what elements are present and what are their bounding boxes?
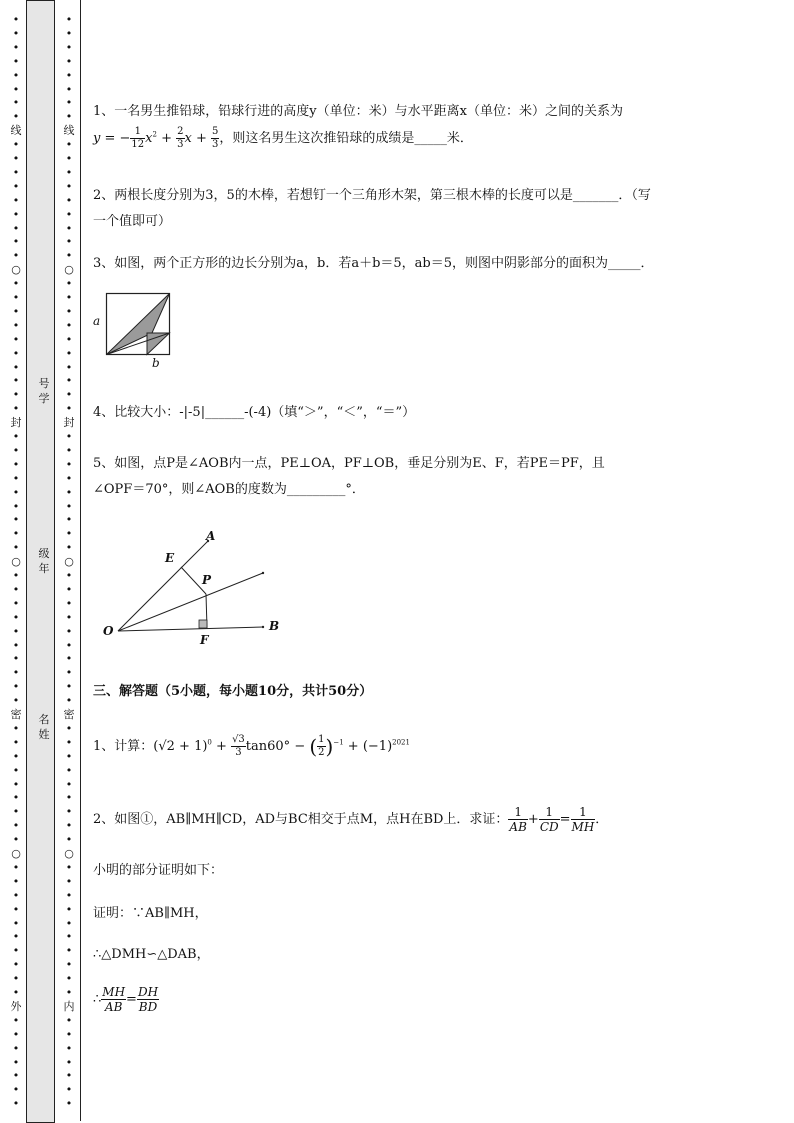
s2-frac-2-den: CD xyxy=(539,820,559,834)
outer-dot-mark: • xyxy=(12,1069,20,1083)
question-1-formula xyxy=(93,126,473,151)
outer-dot-mark: • xyxy=(12,235,20,249)
inner-dot-mark: • xyxy=(65,1041,73,1055)
outer-dot-mark: • xyxy=(12,221,20,235)
outer-dot-mark: • xyxy=(12,54,20,68)
inner-dot-mark: • xyxy=(65,374,73,388)
s2-frac-1-den: AB xyxy=(509,820,527,834)
outer-seal-label: 线 xyxy=(10,124,22,138)
inner-dot-mark: • xyxy=(65,1083,73,1097)
outer-dot-mark: • xyxy=(12,972,20,986)
inner-dot-mark: • xyxy=(65,499,73,513)
inner-dot-mark: • xyxy=(65,513,73,527)
outer-dot-mark: • xyxy=(12,986,20,999)
outer-dot-mark: • xyxy=(12,624,20,638)
outer-dot-mark: • xyxy=(12,291,20,304)
ray-OB xyxy=(118,627,263,631)
inner-dot-mark: • xyxy=(65,763,73,777)
outer-dot-mark: • xyxy=(12,207,20,221)
point-end-dot xyxy=(262,572,264,574)
inner-dot-mark: • xyxy=(65,193,73,207)
inner-dot-mark: • xyxy=(65,610,73,624)
outer-dot-mark: • xyxy=(12,1097,20,1111)
q1-x-term: x + xyxy=(184,131,211,146)
inner-dot-mark: • xyxy=(65,40,73,54)
s2-frac-1 xyxy=(508,805,527,834)
inner-dot-mark: • xyxy=(65,888,73,902)
s2-equals: = xyxy=(559,812,571,827)
outer-dot-mark: • xyxy=(12,513,20,527)
question-2-line-1: 2、两根长度分别为3，5的木棒，若想钉一个三角形木架，第三根木棒的长度可以是_______．（写 xyxy=(93,188,651,203)
outer-circle-mark: ○ xyxy=(11,847,21,860)
inner-dot-mark: • xyxy=(65,360,73,374)
ray-OA xyxy=(118,541,208,631)
proof-frac-1 xyxy=(101,985,126,1014)
outer-dot-mark: • xyxy=(12,652,20,666)
outer-dot-mark: • xyxy=(12,430,20,443)
outer-dot-mark: • xyxy=(12,805,20,819)
inner-dot-mark: • xyxy=(65,68,73,82)
q1-frac-2 xyxy=(176,126,184,151)
proof-frac-1-num: MH xyxy=(102,985,126,999)
s1-plus: + xyxy=(211,739,232,754)
s1-frac-half xyxy=(317,734,325,759)
q1-eq-prefix: y = − xyxy=(93,131,131,146)
inner-dot-mark: • xyxy=(65,221,73,235)
outer-dot-mark: • xyxy=(12,833,20,847)
inner-dot-mark: • xyxy=(65,235,73,249)
inner-dot-mark: • xyxy=(65,569,73,582)
outer-seal-label: 封 xyxy=(10,416,22,430)
s2-text: 2、如图①，AB∥MH∥CD，AD与BC相交于点M，点H在BD上．求证： xyxy=(93,812,509,827)
outer-dot-mark: • xyxy=(12,499,20,513)
label-E: E xyxy=(165,551,175,565)
s2-frac-2-num: 1 xyxy=(539,805,560,820)
binding-divider xyxy=(80,0,81,1121)
outer-dot-mark: • xyxy=(12,582,20,596)
outer-dot-mark: • xyxy=(12,40,20,54)
inner-dot-mark: • xyxy=(65,318,73,332)
outer-dot-mark: • xyxy=(12,471,20,485)
inner-dot-mark: • xyxy=(65,902,73,916)
inner-dot-mark: • xyxy=(65,916,73,930)
outer-dot-mark: • xyxy=(12,638,20,652)
s1-tan: tan60° − xyxy=(245,739,310,754)
inner-dot-mark: • xyxy=(65,582,73,596)
inner-dot-mark: • xyxy=(65,179,73,193)
outer-dot-mark: • xyxy=(12,68,20,82)
q1-frac-3-num: 5 xyxy=(212,126,219,137)
right-angle-mark xyxy=(199,620,207,628)
proof-frac-1-den: AB xyxy=(104,1000,123,1014)
s2-end: ． xyxy=(595,812,609,827)
inner-dot-mark: • xyxy=(65,388,73,402)
inner-dot-mark: • xyxy=(65,986,73,999)
section-3-title: 三、解答题（5小题，每小题10分，共计50分） xyxy=(93,684,373,699)
question-2-line-2: 一个值即可） xyxy=(93,214,172,229)
outer-dot-mark: • xyxy=(12,388,20,402)
outer-dot-mark: • xyxy=(12,610,20,624)
inner-dot-mark: • xyxy=(65,207,73,221)
outer-dot-mark: • xyxy=(12,694,20,708)
outer-dot-mark: • xyxy=(12,318,20,332)
s2-plus: + xyxy=(527,812,539,827)
angle-figure xyxy=(100,525,290,650)
s1-exp-0: 0 xyxy=(207,738,212,747)
outer-dot-mark: • xyxy=(12,179,20,193)
outer-dot-mark: • xyxy=(12,13,20,26)
outer-dot-mark: • xyxy=(12,96,20,110)
outer-dot-mark: • xyxy=(12,930,20,944)
inner-dot-mark: • xyxy=(65,805,73,819)
outer-dot-mark: • xyxy=(12,249,20,263)
s2-frac-3-num: 1 xyxy=(571,805,596,820)
inner-dot-mark: • xyxy=(65,1013,73,1027)
outer-dot-mark: • xyxy=(12,819,20,833)
q1-frac-3-den: 3 xyxy=(212,139,219,150)
outer-dot-mark: • xyxy=(12,332,20,346)
outer-dot-mark: • xyxy=(12,777,20,791)
inner-dot-mark: • xyxy=(65,791,73,805)
inner-dot-mark: • xyxy=(65,749,73,763)
q1-x: x xyxy=(145,131,153,146)
solution-1-expression xyxy=(93,734,410,759)
inner-dot-mark: • xyxy=(65,680,73,694)
s1-frac-num: √3 xyxy=(232,734,245,745)
s2-frac-3 xyxy=(571,805,596,834)
outer-dot-mark: • xyxy=(12,82,20,96)
outer-dot-mark: • xyxy=(12,596,20,610)
outer-seal-label: 密 xyxy=(10,708,22,721)
outer-dot-mark: • xyxy=(12,944,20,958)
outer-dot-mark: • xyxy=(12,735,20,749)
inner-dot-mark: • xyxy=(65,527,73,541)
label-b: b xyxy=(152,356,160,370)
outer-dot-mark: • xyxy=(12,26,20,40)
outer-dot-mark: • xyxy=(12,304,20,318)
outer-dot-mark: • xyxy=(12,874,20,888)
s1-open-paren: ( xyxy=(309,734,318,759)
inner-dot-mark: • xyxy=(65,138,73,152)
outer-dot-mark: • xyxy=(12,152,20,165)
name-label: 名姓 xyxy=(38,713,50,741)
outer-dot-mark: • xyxy=(12,958,20,972)
inner-dot-mark: • xyxy=(65,944,73,958)
label-B: B xyxy=(269,619,280,633)
inner-dot-mark: • xyxy=(65,721,73,735)
outer-dot-mark: • xyxy=(12,193,20,207)
inner-dot-mark: • xyxy=(65,402,73,416)
outer-dot-mark: • xyxy=(12,374,20,388)
outer-dot-mark: • xyxy=(12,360,20,374)
outer-dot-mark: • xyxy=(12,1055,20,1069)
label-F: F xyxy=(200,633,209,647)
outer-dot-mark: • xyxy=(12,902,20,916)
inner-dot-mark: • xyxy=(65,930,73,944)
question-5-line-1: 5、如图，点P是∠AOB内一点，PE⊥OA，PF⊥OB，垂足分别为E、F，若PE＝PF，且 xyxy=(93,456,605,471)
inner-dot-mark: • xyxy=(65,26,73,40)
inner-dot-mark: • xyxy=(65,110,73,124)
proof-therefore: ∴ xyxy=(93,992,102,1007)
solution-2-statement xyxy=(93,805,608,834)
outer-circle-mark: ○ xyxy=(11,263,21,277)
inner-dot-mark: • xyxy=(65,541,73,555)
inner-seal-label: 密 xyxy=(63,708,75,721)
inner-dot-mark: • xyxy=(65,638,73,652)
outer-dot-mark: • xyxy=(12,541,20,555)
proof-frac-2-den: BD xyxy=(138,1000,158,1014)
s1-exp-neg1: −1 xyxy=(333,738,344,747)
inner-dot-mark: • xyxy=(65,346,73,360)
s2-frac-3-den: MH xyxy=(571,820,595,834)
s2-frac-2 xyxy=(539,805,560,834)
inner-dot-mark: • xyxy=(65,1027,73,1041)
inner-dot-mark: • xyxy=(65,1055,73,1069)
inner-dot-mark: • xyxy=(65,304,73,318)
proof-line-2: ∴△DMH∽△DAB， xyxy=(93,947,210,962)
inner-dot-mark: • xyxy=(65,249,73,263)
q1-frac-1 xyxy=(130,126,145,151)
inner-dot-mark: • xyxy=(65,277,73,291)
outer-dot-mark: • xyxy=(12,916,20,930)
student-number-label: 号学 xyxy=(38,377,50,405)
proof-line-1: 证明：∵AB∥MH， xyxy=(93,906,208,921)
s1-exp-2021: 2021 xyxy=(392,738,410,747)
outer-dot-mark: • xyxy=(12,1041,20,1055)
label-a: a xyxy=(93,314,101,328)
inner-dot-mark: • xyxy=(65,860,73,874)
inner-dot-mark: • xyxy=(65,694,73,708)
outer-dot-mark: • xyxy=(12,457,20,471)
label-O: O xyxy=(103,624,114,638)
inner-dot-mark: • xyxy=(65,874,73,888)
outer-dot-mark: • xyxy=(12,721,20,735)
s1-frac-sqrt3 xyxy=(231,734,246,759)
outer-dot-mark: • xyxy=(12,138,20,152)
outer-dot-mark: • xyxy=(12,1013,20,1027)
q1-frac-2-num: 2 xyxy=(177,126,184,137)
inner-dot-mark: • xyxy=(65,152,73,165)
s1-half-den: 2 xyxy=(318,747,325,758)
inner-dot-mark: • xyxy=(65,291,73,304)
s2-frac-1-num: 1 xyxy=(508,805,527,820)
inner-dot-mark: • xyxy=(65,471,73,485)
inner-dot-mark: • xyxy=(65,735,73,749)
squares-figure xyxy=(104,291,174,357)
outer-dot-mark: • xyxy=(12,569,20,582)
inner-circle-mark: ○ xyxy=(64,555,74,569)
outer-dot-mark: • xyxy=(12,346,20,360)
inner-dot-mark: • xyxy=(65,777,73,791)
inner-dot-mark: • xyxy=(65,833,73,847)
proof-line-3 xyxy=(93,985,159,1014)
question-3-text: 3、如图，两个正方形的边长分别为a，b．若a＋b＝5，ab＝5，则图中阴影部分的面积为_____． xyxy=(93,256,654,271)
outer-dot-mark: • xyxy=(12,443,20,457)
outer-seal-label: 外 xyxy=(10,999,22,1013)
inner-dot-mark: • xyxy=(65,13,73,26)
inner-dot-mark: • xyxy=(65,82,73,96)
outer-dot-mark: • xyxy=(12,791,20,805)
outer-dot-mark: • xyxy=(12,888,20,902)
outer-dot-mark: • xyxy=(12,1083,20,1097)
inner-dot-mark: • xyxy=(65,332,73,346)
inner-dot-mark: • xyxy=(65,624,73,638)
inner-seal-label: 封 xyxy=(63,416,75,430)
binding-margin xyxy=(0,0,82,1123)
inner-dot-mark: • xyxy=(65,958,73,972)
outer-dot-mark: • xyxy=(12,1027,20,1041)
inner-circle-mark: ○ xyxy=(64,263,74,277)
partial-proof-intro: 小明的部分证明如下： xyxy=(93,863,224,878)
s1-close-paren: ) xyxy=(325,734,334,759)
inner-dot-mark: • xyxy=(65,666,73,680)
s1-prefix: 1、计算： xyxy=(93,739,154,754)
q1-frac-1-den: 12 xyxy=(131,139,145,150)
label-P: P xyxy=(202,573,212,587)
inner-dot-mark: • xyxy=(65,596,73,610)
proof-frac-2-num: DH xyxy=(137,985,159,999)
label-A: A xyxy=(206,529,216,543)
inner-dot-mark: • xyxy=(65,54,73,68)
outer-dot-mark: • xyxy=(12,763,20,777)
question-5-line-2: ∠OPF＝70°，则∠AOB的度数为_________°． xyxy=(93,482,365,497)
s1-paren: (√2 + 1) xyxy=(153,739,208,754)
point-B-dot xyxy=(262,626,264,628)
inner-dot-mark: • xyxy=(65,1069,73,1083)
inner-seal-label: 内 xyxy=(63,999,75,1013)
q1-plus: + xyxy=(156,131,177,146)
outer-dot-mark: • xyxy=(12,666,20,680)
s1-frac-den: 3 xyxy=(235,747,242,758)
inner-dot-mark: • xyxy=(65,165,73,179)
inner-dot-mark: • xyxy=(65,430,73,443)
question-4-text: 4、比较大小：-|-5|______-(-4)（填“＞”，“＜”，“＝”） xyxy=(93,405,416,420)
outer-dot-mark: • xyxy=(12,680,20,694)
outer-dot-mark: • xyxy=(12,860,20,874)
q1-tail: ，则这名男生这次推铅球的成绩是_____米． xyxy=(219,131,473,146)
inner-dot-mark: • xyxy=(65,96,73,110)
outer-dot-mark: • xyxy=(12,165,20,179)
outer-circle-mark: ○ xyxy=(11,555,21,569)
q1-frac-1-num: 1 xyxy=(130,126,145,139)
inner-dot-mark: • xyxy=(65,652,73,666)
inner-dot-mark: • xyxy=(65,819,73,833)
outer-dot-mark: • xyxy=(12,402,20,416)
inner-circle-mark: ○ xyxy=(64,847,74,860)
question-1-text: 1、一名男生推铅球，铅球行进的高度y（单位：米）与水平距离x（单位：米）之间的关系为 xyxy=(93,104,623,119)
q1-square: 2 xyxy=(152,130,157,139)
ray-OP xyxy=(118,573,263,631)
outer-dot-mark: • xyxy=(12,277,20,291)
q1-frac-2-den: 3 xyxy=(177,139,184,150)
outer-dot-mark: • xyxy=(12,527,20,541)
inner-dot-mark: • xyxy=(65,485,73,499)
outer-dot-mark: • xyxy=(12,749,20,763)
s1-neg-one: + (−1) xyxy=(343,739,393,754)
inner-dot-mark: • xyxy=(65,457,73,471)
inner-seal-label: 线 xyxy=(63,124,75,138)
inner-dot-mark: • xyxy=(65,1097,73,1111)
outer-dot-mark: • xyxy=(12,485,20,499)
grade-label: 级年 xyxy=(38,547,50,575)
proof-equals: = xyxy=(126,992,137,1007)
s1-half-num: 1 xyxy=(318,734,325,745)
inner-dot-mark: • xyxy=(65,443,73,457)
inner-dot-mark: • xyxy=(65,972,73,986)
outer-dot-mark: • xyxy=(12,110,20,124)
proof-frac-2 xyxy=(137,985,159,1014)
